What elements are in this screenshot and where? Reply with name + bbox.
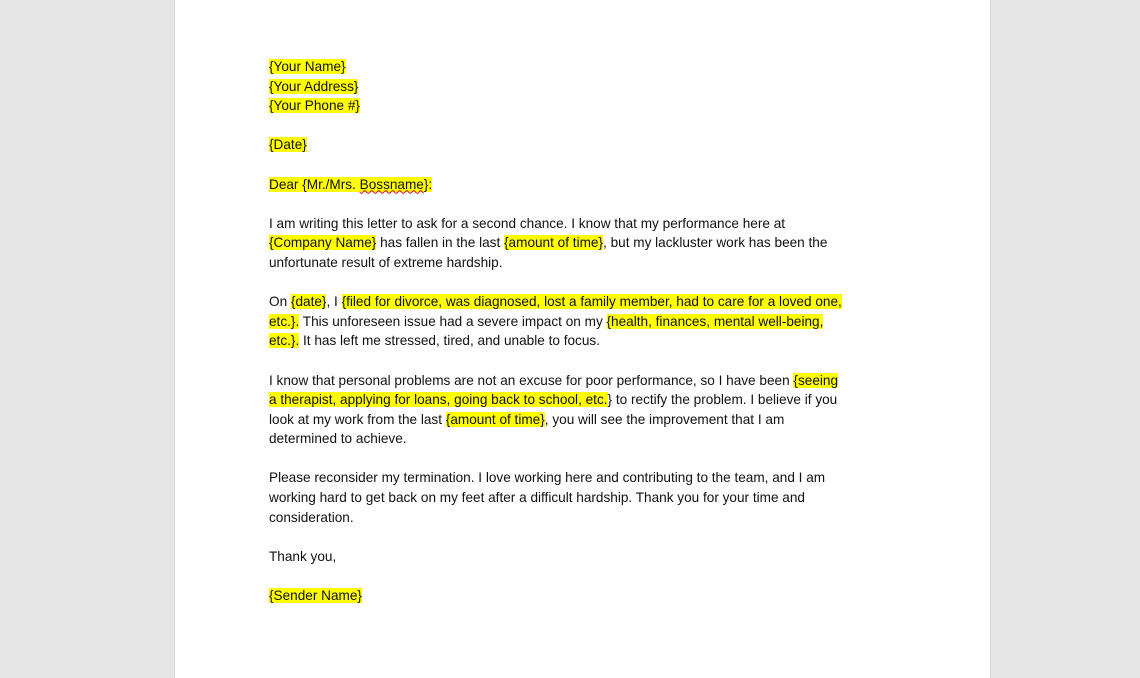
placeholder-highlight: {health, finances, mental well-being, [606, 313, 824, 329]
placeholder-highlight: }: [423, 176, 433, 192]
text-line [269, 371, 909, 391]
letter-text: has fallen in the last [376, 235, 505, 251]
placeholder-highlight: {filed for divorce, was diagnosed, lost a family member, had to care for a loved one, [341, 294, 842, 310]
letter-text: determined to achieve. [269, 431, 407, 447]
blank-line [269, 116, 909, 136]
text-line [269, 253, 909, 273]
letter-text: } to rectify the problem. I believe if you [607, 392, 838, 408]
text-line [269, 390, 909, 410]
text-line [269, 488, 909, 508]
placeholder-highlight: Dear {Mr./Mrs. [269, 176, 360, 192]
blank-line [269, 566, 909, 586]
letter-text: I know that personal problems are not an excuse for poor performance, so I have been [269, 372, 794, 388]
placeholder-highlight: {date} [290, 294, 327, 310]
text-line [269, 547, 909, 567]
text-line [269, 429, 909, 449]
placeholder-highlight: {amount of time} [445, 411, 545, 427]
text-line [269, 292, 909, 312]
blank-line [269, 351, 909, 371]
text-line [269, 586, 909, 606]
text-line [269, 214, 909, 234]
blank-line [269, 194, 909, 214]
text-line [269, 175, 909, 195]
letter-text: working hard to get back on my feet after a difficult hardship. Thank you for your time and [269, 490, 805, 506]
placeholder-highlight: {Your Name} [269, 59, 346, 74]
letter-text: Please reconsider my termination. I love working here and contributing to the team, and I am [269, 470, 826, 486]
text-line [269, 96, 909, 116]
letter-text: Thank you, [269, 548, 337, 564]
document-page [174, 0, 991, 678]
placeholder-highlight: {Sender Name} [269, 588, 362, 604]
letter-text: , I [326, 294, 342, 310]
placeholder-highlight: etc.}. [269, 313, 300, 329]
placeholder-highlight: etc.}. [269, 333, 300, 349]
text-line [269, 57, 909, 77]
placeholder-highlight: {Your Phone #} [269, 98, 360, 114]
spellcheck-flagged-word: Bossname [359, 176, 424, 192]
placeholder-highlight: {Your Address} [269, 78, 359, 94]
text-line [269, 410, 909, 430]
text-line [269, 331, 909, 351]
letter-text: It has left me stressed, tired, and unable to focus. [299, 333, 600, 349]
letter-text: This unforeseen issue had a severe impact on my [299, 313, 607, 329]
text-line [269, 77, 909, 97]
text-line [269, 312, 909, 332]
letter-body[interactable] [269, 57, 909, 606]
letter-text: consideration. [269, 509, 354, 525]
blank-line [269, 449, 909, 469]
text-line [269, 508, 909, 528]
placeholder-highlight: a therapist, applying for loans, going back to school, etc. [269, 392, 608, 408]
placeholder-highlight: {seeing [793, 372, 839, 388]
letter-text: I am writing this letter to ask for a second chance. I know that my performance here at [269, 215, 786, 231]
placeholder-highlight: {amount of time} [504, 235, 604, 251]
blank-line [269, 155, 909, 175]
blank-line [269, 273, 909, 293]
blank-line [269, 527, 909, 547]
letter-text: look at my work from the last [269, 411, 446, 427]
placeholder-highlight: {Date} [269, 137, 307, 153]
text-line [269, 233, 909, 253]
text-line [269, 135, 909, 155]
letter-text: On [269, 294, 291, 310]
text-line [269, 468, 909, 488]
placeholder-highlight: {Company Name} [269, 235, 377, 251]
letter-text: , but my lackluster work has been the [603, 235, 828, 251]
letter-text: unfortunate result of extreme hardship. [269, 254, 503, 270]
letter-text: , you will see the improvement that I am [544, 411, 785, 427]
